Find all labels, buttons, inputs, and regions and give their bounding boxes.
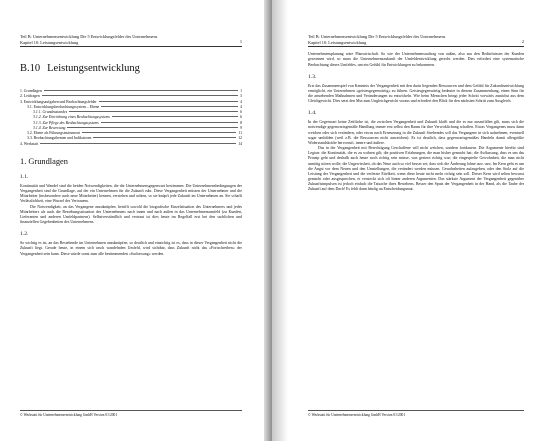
paragraph: So wichtig es ist, an das Bestehende im Unternehmen anzuknüpfen, so deutlich und einsichtig ist es, dass in dieser Vergangenheit nicht die Zukunft liegt. Gerade heute, in einem sich rasch wandelnden Umfeld, wird sichtbar, dass Zukunft nicht das »Fortschreiben« der Vergangenheit sein kann. Diese würde sonst zum alle bestimmenden »Sachzwang« werden. [20, 240, 242, 256]
paragraph: Unternehmensplanung wäre Planwirtschaft. So wie der Unternehmensauftrag von außen, also aus den Bedürfnissen der Kunden gewonnen wird, so muss die Unternehmenszukunft der Umfeldentwicklung gerecht werden. Dies erfordert eine systematische Beobachtung dieses Umfeldes, um ein Gefühl für Entwicklungen zu bekommen. [308, 51, 524, 67]
header-chapter-title: Kapitel 10: Leistungsentwicklung [20, 39, 79, 45]
chapter-number: B.10 [20, 63, 41, 75]
running-header [20, 34, 242, 47]
header-chapter-title: Kapitel 10: Leistungsentwicklung [308, 39, 367, 45]
toc-entry-label: 3.1.2. Zur Einrichtung eines Beobachtungssystems [33, 115, 110, 120]
toc-entry-label: 3. Entwicklungsaufgaben und Beobachtungsfelder [20, 99, 97, 104]
toc-leader-line [67, 127, 238, 128]
toc-entry-label: 3.1.3. Zur Pflege des Beobachtungssystems [33, 120, 99, 125]
running-header [308, 34, 524, 47]
toc-entry-page: 11 [238, 131, 242, 136]
toc-entry-page: 4 [240, 99, 242, 104]
subsection [308, 74, 524, 104]
left-page [0, 0, 264, 441]
toc-leader-line [44, 90, 238, 91]
toc-leader-line [99, 101, 239, 102]
page-footer: © Werkstatt für Unternehmensentwicklung GmbH Version 01/2001 [20, 410, 242, 418]
toc-entry-label: 3.1.1. Grundzustandes [33, 110, 68, 115]
toc-entry-page: 8 [240, 120, 242, 125]
page-footer: © Werkstatt für Unternehmensentwicklung GmbH Version 01/2001 [308, 410, 524, 418]
toc-entry-label: 2. Leitfragen [20, 94, 40, 99]
toc-entry-page: 6 [240, 115, 242, 120]
toc-entry[interactable] [20, 142, 242, 147]
toc-entry-label: 1. Grundlagen [20, 89, 42, 94]
toc-leader-line [82, 132, 237, 133]
toc-entry-page: 4 [240, 104, 242, 109]
paragraph: Erst das Zusammenspiel von Kenntnis der Vergangenheit mit den darin liegenden Ressourcen und dem Gefühl für Zukunftsentwicklung ermöglicht, ein Unternehmen »geistesgegenwärtig« zu führen. Geistesgegenwärtig bedeutet in diesem Zusammenhang, einen Sinn für die anstehenden Maßnahmen und Veränderungen zu entwickeln. Wie beim Menschen bringt jeder Schritt vorwärts zunächst aus dem Gleichgewicht. Dies setzt den Mut zum Ungleichgewicht voraus und erfordert den Blick für den nächsten Schritt zum Ausgleich. [308, 82, 524, 104]
subsection [20, 231, 242, 255]
toc-entry-page: 12 [238, 136, 242, 141]
paragraph: Das in der Vergangenheit mit Berechtigung Geschaffene will nicht weichen, sondern fortdauern. Die Argumente hierfür sind Legion: die Kontinuität, die es zu wahren gilt; die positiven Erfahrungen, die man bisher gemacht hat; die Auffassung, dass es um das Prinzip geht und deshalb auch heute noch richtig sein müsse, was gestern richtig war; die eingespielte Gewohnheit, die man nicht unnötig stören wolle; die Ungewissheit, ob das Neue auch so viel besser sei; dass sich die Änderung lohne usw. usw. Im Kern geht es um die Angst vor dem Neuen und den Umstellungen, die verändert werden müssen. Gewohnheiten aufzugeben, oder den Stolz auf die Leistung der Vergangenheit und die verletzte Eitelkeit, wenn diese heute nicht mehr richtig sein soll. Dieser Kern wird selten bewusst gemacht oder ausgesprochen, er versteckt sich oft hinter anderen Argumenten. Das stärkste Argument der Vergangenheit gegenüber Zukunftsimpulsen ist jedoch einfach die Tatsache ihres Bestehens. Besser den Spatz der Vergangenheit in der Hand, als die Taube der Zukunft auf dem Dach! Es fehlt dann häufig an Entscheidungsmut. [308, 145, 524, 192]
subsection-heading: 1.4. [308, 110, 317, 117]
toc-leader-line [112, 116, 238, 117]
toc-entry-label: 3.2. Ebene als Führungsinstrument [27, 131, 80, 136]
paragraph: Die Notwendigkeit, an das Vergangene anzuknüpfen, betrifft sowohl die biografische Einzelsituation des Unternehmers und jedes Mitarbeiters als auch die Beziehungssituation des Unternehmens nach innen und nach außen in das Unternehmensumfeld (zu Kunden, Lieferanten und anderen Umfeldpartnern). Selbstverständlich und vertraut ist dies heute im Regelfall erst bei den sachlichen und finanziellen Gegebenheiten des Unternehmens. [20, 203, 242, 225]
toc-leader-line [40, 143, 236, 144]
chapter-name: Leistungsentwicklung [47, 63, 140, 75]
page-number: 1 [239, 38, 242, 44]
paragraph: Kontinuität und Wandel sind die beiden Notwendigkeiten, die die Unternehmensgegenwart bestimmen. Die Unternehmensbedingungen der Vergangenheit sind die Grundlage, auf der ein Unternehmen für die Zukunft ruht. Diese Vergangenheit müssen der Unternehmer und die Mitarbeiter (insbesondere auch neue Mitarbeiter) kennen, verstehen und achten, so sie knüpft jede Zukunft im Unternehmen an. Sie schafft Verlässlichkeit, eine Wurzel des Vertrauens. [20, 182, 242, 204]
toc-entry-label: 3.3. Beobachtungsthemen und Indikatoren [27, 136, 92, 141]
subsection-heading: 1.3. [308, 73, 317, 80]
toc-leader-line [69, 111, 238, 112]
toc-leader-line [101, 122, 238, 123]
subsection [308, 110, 524, 191]
toc-entry-label: 3.1. Entwicklungsbeobachtungssystem – Ebene [27, 104, 100, 109]
header-part-title: Teil B: Unternehmensentwicklung Die 5 Entwicklungsfelder des Unternehmens [20, 34, 158, 39]
chapter-title [20, 63, 242, 75]
paragraph: In der Gegenwart keine Zeitlücke ist, die zwischen Vergangenheit und Zukunft klafft und die es nur auszufüllen gilt, muss sich die notwendige gegenwartsgemäße Handlung immer erst selbst den Raum für ihre Verwirklichung schaffen. Etwas Vergangenes muss dann weichen oder sich verändern, oder etwas nach Erneuerung in die Zukunft Strebendes soll das Vergangene in sich aufnehmen, eventuell sogar umbilden (weil z.B. die Ressourcen nicht ausreichen): Es ist deutlich, dass gegenwartsgemäßes Handeln damit allergrößte Widerstandskräfte hervorruft, innere und äußere. [308, 119, 524, 145]
subsection-heading: 1.1. [20, 173, 29, 180]
right-page [272, 0, 546, 441]
toc-entry-page: 6 [240, 110, 242, 115]
toc-entry-page: 9 [240, 125, 242, 130]
toc-entry-label: 4. Werkstatt [20, 141, 39, 146]
page-number: 2 [521, 38, 524, 44]
table-of-contents [20, 89, 242, 147]
toc-entry-page: 14 [238, 141, 242, 146]
subsection-heading: 1.2. [20, 231, 29, 238]
toc-entry-page: 3 [240, 94, 242, 99]
toc-leader-line [42, 95, 238, 96]
toc-leader-line [101, 106, 238, 107]
toc-entry-label: 3.1.4. Zur Bewertung [33, 125, 66, 130]
toc-leader-line [93, 137, 236, 138]
subsection [20, 174, 242, 224]
header-part-title: Teil B: Unternehmensentwicklung Die 5 Entwicklungsfelder des Unternehmens [308, 34, 446, 39]
toc-entry-page: 1 [240, 89, 242, 94]
section-heading: 1. Grundlagen [20, 156, 68, 166]
book-gutter [264, 0, 272, 441]
